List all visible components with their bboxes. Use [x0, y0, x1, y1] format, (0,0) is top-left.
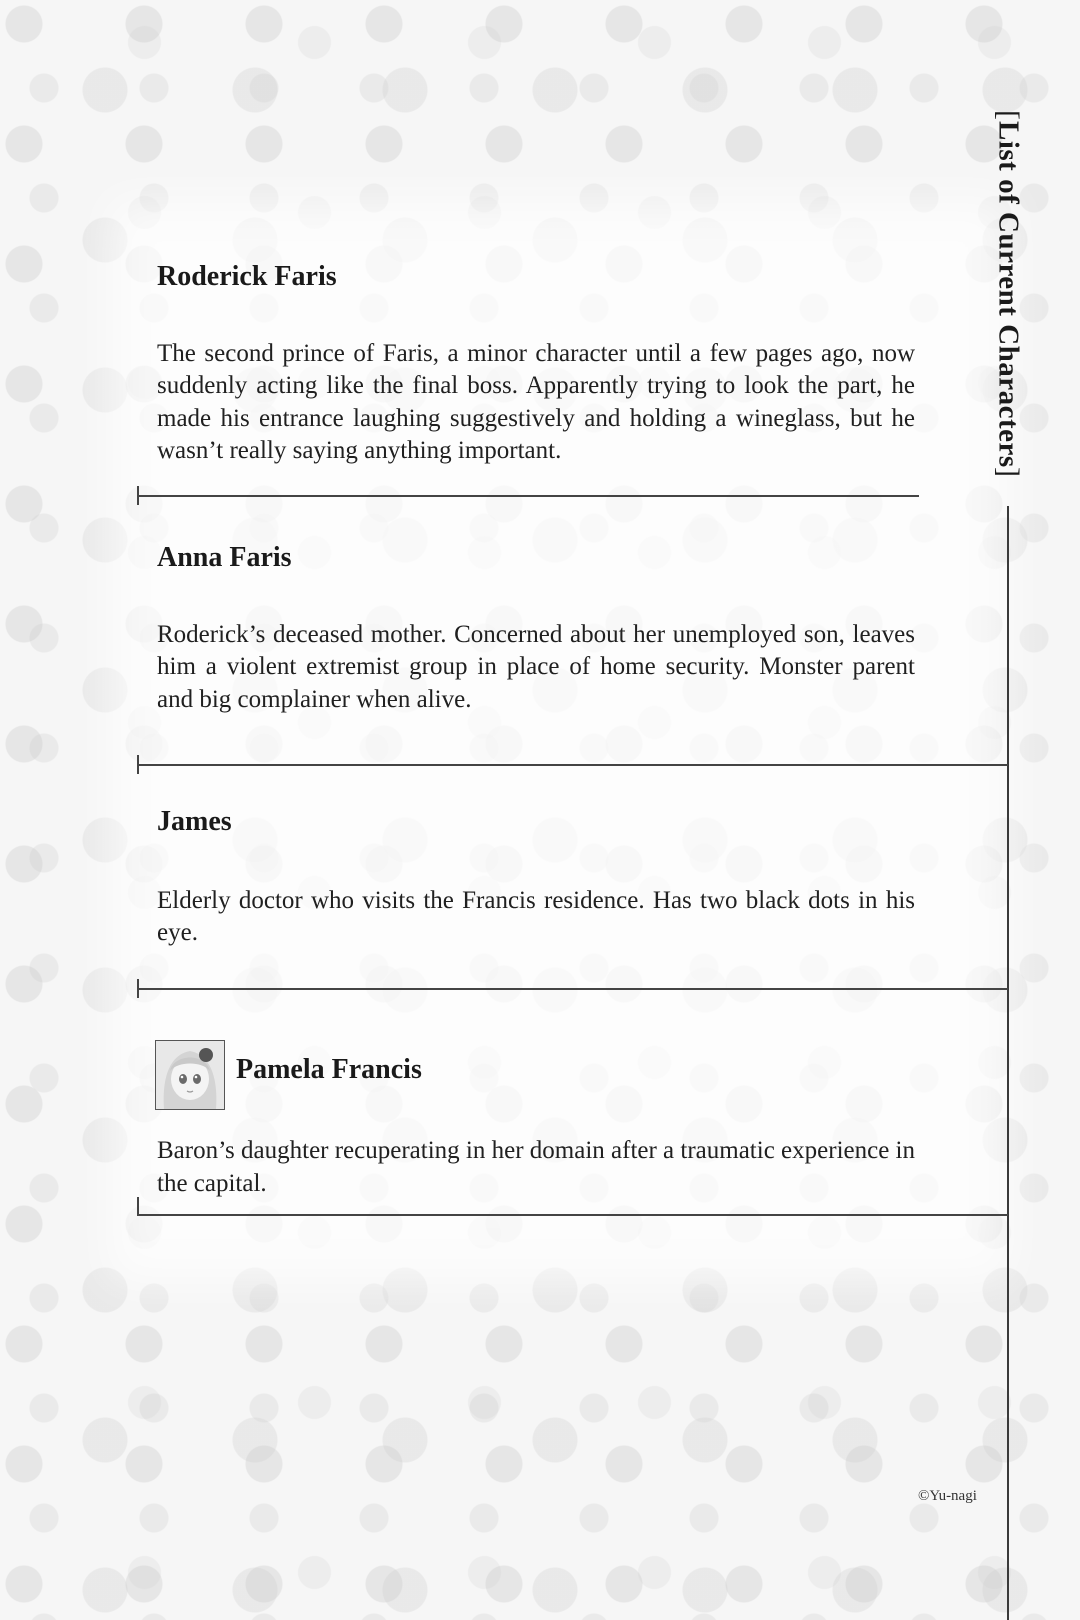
- character-entry-anna: [157, 541, 915, 716]
- divider-tick: [137, 1197, 139, 1215]
- pamela-portrait-image: [155, 1040, 225, 1110]
- character-name: Pamela Francis: [236, 1054, 422, 1085]
- title-open-bracket: [: [992, 110, 1025, 121]
- character-entry-roderick: [157, 260, 915, 468]
- copyright-notice: ©Yu-nagi: [918, 1488, 977, 1504]
- section-title-vertical: [982, 84, 1034, 504]
- character-entry-pamela: [157, 1135, 915, 1200]
- entry-divider: [137, 495, 919, 497]
- title-close-bracket: ]: [992, 467, 1025, 478]
- entry-divider: [137, 1214, 1008, 1216]
- character-description: The second prince of Faris, a minor character until a few pages ago, now suddenly acting like the final boss. Apparently trying to look the part, he made his entrance laughing suggestively and holding a wineglass, but he wasn’t really saying anything important.: [157, 339, 915, 465]
- character-entry-james: [157, 805, 915, 950]
- character-description: Elderly doctor who visits the Francis residence. Has two black dots in his eye.: [157, 886, 915, 947]
- divider-tick: [137, 979, 139, 998]
- entry-divider: [137, 764, 1008, 766]
- side-vertical-rule: [1007, 506, 1009, 1620]
- divider-tick: [137, 755, 139, 774]
- entry-divider: [137, 988, 1008, 990]
- section-title-text: List of Current Characters: [992, 120, 1025, 468]
- character-name: James: [157, 806, 232, 837]
- divider-tick: [137, 486, 139, 505]
- portrait-icon: [156, 1041, 224, 1109]
- character-name: Roderick Faris: [157, 261, 337, 292]
- character-name: Anna Faris: [157, 542, 292, 573]
- character-description: Baron’s daughter recuperating in her domain after a traumatic experience in the capital.: [157, 1137, 915, 1197]
- character-name-row-pamela: [236, 1053, 636, 1087]
- character-description: Roderick’s deceased mother. Concerned about her unemployed son, leaves him a violent extremist group in place of home security. Monster parent and big complainer when alive.: [157, 620, 915, 713]
